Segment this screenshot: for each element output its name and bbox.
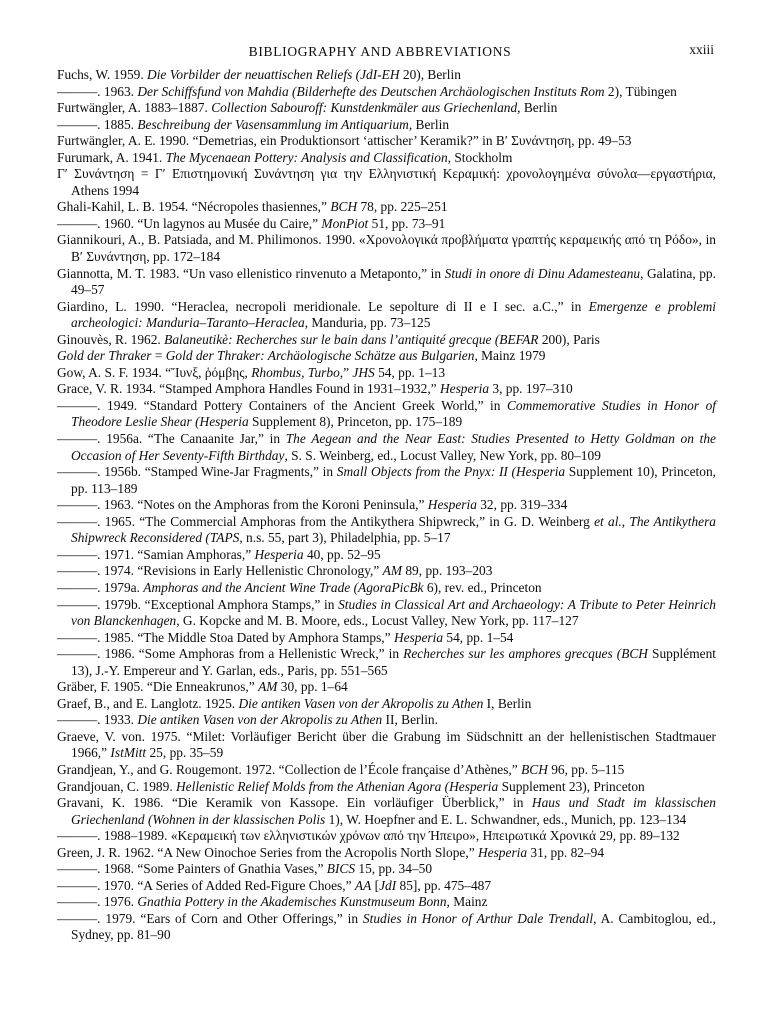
entry-text: 3, pp. 197–310	[489, 381, 573, 397]
entry-text: Graef, B., and E. Langlotz. 1925.	[57, 695, 239, 711]
bibliography-entry	[57, 547, 716, 564]
entry-text-italic: Hesperia	[439, 381, 490, 397]
bibliography-entry	[57, 828, 716, 845]
entry-text: 54, pp. 1–54	[443, 629, 514, 645]
entry-text: 200), Paris	[538, 331, 600, 347]
entry-text: ———. 1956a. “The Canaanite Jar,” in	[57, 431, 286, 447]
entry-text: ———. 1971. “Samian Amphoras,”	[57, 546, 255, 562]
bibliography-entry	[57, 845, 716, 862]
entry-text-italic: IstMitt	[110, 745, 147, 761]
entry-text: Supplement 23), Princeton	[498, 778, 645, 794]
entry-text-italic: MonPiot	[321, 215, 369, 231]
entry-text-italic: Hesperia	[427, 497, 477, 513]
entry-text-italic: JdI	[379, 877, 397, 893]
entry-text: =	[151, 348, 166, 364]
bibliography-entry	[57, 464, 716, 497]
entry-text-italic: AM	[258, 679, 278, 695]
bibliography-entry	[57, 431, 716, 464]
entry-text: ———. 1985. “The Middle Stoa Dated by Amphora Stamps,”	[57, 629, 394, 645]
entry-text-italic: Hesperia	[477, 844, 528, 860]
entry-text: ———. 1986. “Some Amphoras from a Hellenistic Wreck,” in	[57, 646, 404, 662]
bibliography-entry	[57, 332, 716, 349]
entry-text: Giannotta, M. T. 1983. “Un vaso ellenistico rinvenuto a Metaponto,” in	[57, 265, 445, 281]
entry-text-italic: Studies in Classical Art and Archaeology: A Tribute to Peter Heinrich von Blanckenhagen	[71, 596, 716, 629]
entry-text: 2), Tübingen	[604, 83, 677, 99]
entry-text: Furumark, A. 1941.	[57, 149, 166, 165]
entry-text: 54, pp. 1–13	[374, 364, 446, 380]
entry-text: , Manduria, pp. 73–125	[304, 315, 431, 331]
entry-text: ———. 1956b. “Stamped Wine-Jar Fragments,” in	[57, 464, 337, 480]
bibliography-entry	[57, 712, 716, 729]
entry-text: Grandjouan, C. 1989.	[57, 778, 177, 794]
entry-text-italic: Hesperia	[393, 629, 444, 645]
bibliography-entry	[57, 630, 716, 647]
entry-text-italic: The Mycenaean Pottery: Analysis and Classification	[165, 149, 448, 165]
bibliography-entry	[57, 795, 716, 828]
entry-text: II, Berlin.	[382, 712, 438, 728]
entry-text: ———. 1963.	[57, 83, 138, 99]
bibliography-entry	[57, 166, 716, 199]
entry-text: 51, pp. 73–91	[368, 215, 446, 231]
bibliography-entry	[57, 563, 716, 580]
entry-text: Furtwängler, A. E. 1990. “Demetrias, ein Produktionsort ‘attischer’ Keramik?” in Β′ Συνάντηση, pp. 49–53	[57, 133, 632, 149]
bibliography-entry	[57, 100, 716, 117]
entry-text: Supplement 8), Princeton, pp. 175–189	[248, 414, 463, 430]
entry-text: ———. 1933.	[57, 712, 138, 728]
entry-text-italic: Studi in onore di Dinu Adamesteanu	[444, 265, 641, 281]
entry-text: 96, pp. 5–115	[547, 761, 625, 777]
bibliography-entry	[57, 497, 716, 514]
entry-text: 31, pp. 82–94	[527, 844, 605, 860]
entry-text-italic: Collection Sabouroff: Kunstdenkmäler aus Griechenland	[211, 100, 518, 116]
entry-text: , Berlin	[408, 116, 450, 132]
entry-text: 25, pp. 35–59	[146, 745, 224, 761]
entry-text-italic: Die antiken Vasen von der Akropolis zu Athen	[137, 712, 383, 728]
bibliography-entry	[57, 762, 716, 779]
entry-text-italic: Emergenze e problemi archeologici: Manduria–Taranto–Heraclea	[71, 298, 716, 331]
bibliography-entry	[57, 861, 716, 878]
entry-text: , n.s. 55, part 3), Philadelphia, pp. 5–17	[239, 530, 451, 546]
page-number: xxiii	[689, 42, 714, 57]
entry-text-italic: The Aegean and the Near East: Studies Presented to Hetty Goldman on the Occasion of Her Seventy-Fifth Birthday	[71, 431, 716, 463]
entry-text-italic: Balaneutikè: Recherches sur le bain dans l’antiquité grecque (BEFAR	[164, 331, 539, 347]
entry-text: ———. 1960. “Un lagynos au Musée du Caire,”	[57, 215, 322, 231]
bibliography-entry	[57, 398, 716, 431]
entry-text: ———. 1979a.	[57, 579, 144, 595]
entry-text: ———. 1970. “A Series of Added Red-Figure Choes,”	[57, 877, 355, 893]
bibliography-entry	[57, 348, 716, 365]
entry-text: Giardino, L. 1990. “Heraclea, necropoli meridionale. Le sepolture di II e I sec. a.C.,” in	[57, 298, 589, 314]
entry-text: ———. 1968. “Some Painters of Gnathia Vases,”	[57, 861, 327, 877]
bibliography-entry	[57, 84, 716, 101]
entry-text-italic: BCH	[521, 761, 548, 777]
bibliography-entry	[57, 216, 716, 233]
bibliography-entry	[57, 729, 716, 762]
entry-text: 32, pp. 319–334	[476, 497, 568, 513]
entry-text: 78, pp. 225–251	[357, 199, 448, 215]
entry-text-italic: Hellenistic Relief Molds from the Athenian Agora (Hesperia	[176, 778, 499, 794]
entry-text: 89, pp. 193–203	[402, 563, 493, 579]
entry-text: , A. Cambitoglou, ed., Sydney, pp. 81–90	[71, 910, 716, 943]
entry-text-italic: Die antiken Vasen von der Akropolis zu Athen	[238, 695, 484, 711]
entry-text: 30, pp. 1–64	[277, 679, 348, 695]
entry-text: ———. 1979b. “Exceptional Amphora Stamps,” in	[57, 596, 339, 612]
entry-text-italic: Small Objects from the Pnyx: II (Hesperia	[336, 464, 566, 480]
entry-text-italic: Gnathia Pottery in the Akademisches Kunstmuseum Bonn	[137, 894, 447, 910]
entry-text-italic: Der Schiffsfund von Mahdia (Bilderhefte des Deutschen Archäologischen Instituts Rom	[137, 83, 605, 99]
bibliography-entry	[57, 894, 716, 911]
entry-text-italic: et al., The Antikythera Shipwreck Reconsidered (TAPS	[71, 513, 716, 546]
entry-text-italic: Studies in Honor of Arthur Dale Trendall	[362, 910, 594, 926]
entry-text-italic: Amphoras and the Ancient Wine Trade (AgoraPicBk	[143, 579, 424, 595]
entry-text-italic: Haus und Stadt im klassischen Griechenland (Wohnen in der klassischen Polis	[71, 795, 716, 827]
entry-text: ———. 1976.	[57, 894, 138, 910]
running-head-title: BIBLIOGRAPHY AND ABBREVIATIONS	[248, 44, 512, 59]
entry-text: [	[371, 877, 380, 893]
entry-text: Grandjean, Y., and G. Rougemont. 1972. “Collection de l’École française d’Athènes,”	[57, 761, 522, 777]
bibliography-entry	[57, 514, 716, 547]
entry-text-italic: Recherches sur les amphores grecques (BCH	[403, 646, 648, 662]
bibliography-entry	[57, 150, 716, 167]
entry-text: 85], pp. 475–487	[396, 877, 492, 893]
entry-text: ———. 1979. “Ears of Corn and Other Offerings,” in	[57, 910, 363, 926]
entry-text-italic: Hesperia	[254, 546, 304, 562]
entry-text: Green, J. R. 1962. “A New Oinochoe Series from the Acropolis North Slope,”	[57, 844, 478, 860]
bibliography-entry	[57, 232, 716, 265]
entry-text: Gow, A. S. F. 1934. “Ἴυνξ, ῥόμβης,	[57, 364, 252, 380]
entry-text: , Galatina, pp. 49–57	[71, 265, 716, 298]
bibliography-entry	[57, 133, 716, 150]
bibliography-entry	[57, 646, 716, 679]
entry-text: Supplement 10), Princeton, pp. 113–189	[71, 464, 716, 496]
entry-text: ———. 1885.	[57, 116, 138, 132]
bibliography-entry	[57, 299, 716, 332]
bibliography-entry	[57, 679, 716, 696]
entry-text-italic: AM	[382, 563, 403, 579]
entry-text: 6), rev. ed., Princeton	[423, 579, 542, 595]
entry-text-italic: Gold der Thraker: Archäologische Schätze aus Bulgarien	[165, 348, 475, 364]
entry-text-italic: JHS	[352, 364, 375, 380]
entry-text: Ghali-Kahil, L. B. 1954. “Nécropoles thasiennes,”	[57, 199, 331, 215]
entry-text: I, Berlin	[483, 695, 532, 711]
entry-text: 40, pp. 52–95	[303, 546, 381, 562]
entry-text-italic: Commemorative Studies in Honor of Theodore Leslie Shear (Hesperia	[71, 397, 716, 430]
bibliography-entry	[57, 597, 716, 630]
entry-text: Gräber, F. 1905. “Die Enneakrunos,”	[57, 679, 259, 695]
bibliography-entry	[57, 67, 716, 84]
bibliography-entry	[57, 696, 716, 713]
entry-text-italic: Beschreibung der Vasensammlung im Antiquarium	[137, 116, 409, 132]
entry-text: Gravani, K. 1986. “Die Keramik von Kassope. Ein vorläufiger Überblick,” in	[57, 795, 532, 811]
entry-text: Ginouvès, R. 1962.	[57, 331, 165, 347]
entry-text-italic: BCH	[330, 199, 358, 215]
entry-text: , G. Kopcke and M. B. Moore, eds., Locust Valley, New York, pp. 117–127	[176, 613, 579, 629]
entry-text: , Mainz	[446, 894, 488, 910]
entry-text: Furtwängler, A. 1883–1887.	[57, 100, 212, 116]
entry-text-italic: BICS	[326, 861, 356, 877]
entry-text: Graeve, V. von. 1975. “Milet: Vorläufiger Bericht über die Grabung im Südschnitt an der hellenistischen Stadtmauer 1966,”	[57, 728, 716, 761]
entry-text: , Stockholm	[447, 149, 513, 165]
bibliography-entry	[57, 381, 716, 398]
entry-text: ———. 1949. “Standard Pottery Containers of the Ancient Greek World,” in	[57, 397, 507, 413]
bibliography-entry	[57, 117, 716, 134]
entry-text: , S. S. Weinberg, ed., Locust Valley, New York, pp. 80–109	[284, 447, 601, 463]
entry-text: Grace, V. R. 1934. “Stamped Amphora Handles Found in 1931–1932,”	[57, 381, 440, 397]
bibliography-entry	[57, 266, 716, 299]
entry-text-italic: AA	[354, 877, 372, 893]
entry-text: 15, pp. 34–50	[355, 861, 433, 877]
entry-text: ———. 1974. “Revisions in Early Hellenistic Chronology,”	[57, 563, 383, 579]
entry-text: ———. 1988–1989. «Κεραμεική των ελληνιστικών χρόνων από την Ήπειρο», Ηπειρωτικά Χρονικά 29, pp. 89–132	[57, 828, 680, 844]
entry-text: Giannikouri, A., B. Patsiada, and M. Philimonos. 1990. «Χρονολογικά προβλήματα γραπτής κεραμεικής από τη Ρόδο», in Β′ Συνάντηση, pp. 172–184	[57, 232, 716, 265]
entry-text: , Berlin	[517, 100, 558, 116]
entry-text: Γ′ Συνάντηση = Γ′ Επιστημονική Συνάντηση για την Ελληνιστική Κεραμική: χρονολογημένα σύνολα—εργαστήρια, Athens 1994	[57, 166, 716, 198]
entry-text-italic: Gold der Thraker	[57, 348, 152, 364]
entry-text: Supplément 13), J.-Y. Empereur and Y. Garlan, eds., Paris, pp. 551–565	[71, 646, 717, 678]
bibliography-entries	[57, 67, 716, 944]
entry-text: 1), W. Hoepfner and E. L. Schwandner, eds., Munich, pp. 123–134	[325, 811, 687, 827]
entry-text-italic: Die Vorbilder der neuattischen Reliefs (JdI-EH	[147, 67, 400, 82]
entry-text-italic: Rhombus, Turbo	[251, 364, 340, 380]
bibliography-entry	[57, 878, 716, 895]
bibliography-entry	[57, 199, 716, 216]
entry-text: ,”	[339, 364, 353, 380]
entry-text: , Mainz 1979	[474, 348, 546, 364]
bibliography-entry	[57, 779, 716, 796]
entry-text: ———. 1965. “The Commercial Amphoras from the Antikythera Shipwreck,” in G. D. Weinberg	[57, 513, 595, 529]
entry-text: 20), Berlin	[399, 67, 461, 82]
entry-text: ———. 1963. “Notes on the Amphoras from the Koroni Peninsula,”	[57, 497, 428, 513]
entry-text: Fuchs, W. 1959.	[57, 67, 148, 82]
bibliography-entry	[57, 580, 716, 597]
bibliography-entry	[57, 911, 716, 944]
bibliography-entry	[57, 365, 716, 382]
